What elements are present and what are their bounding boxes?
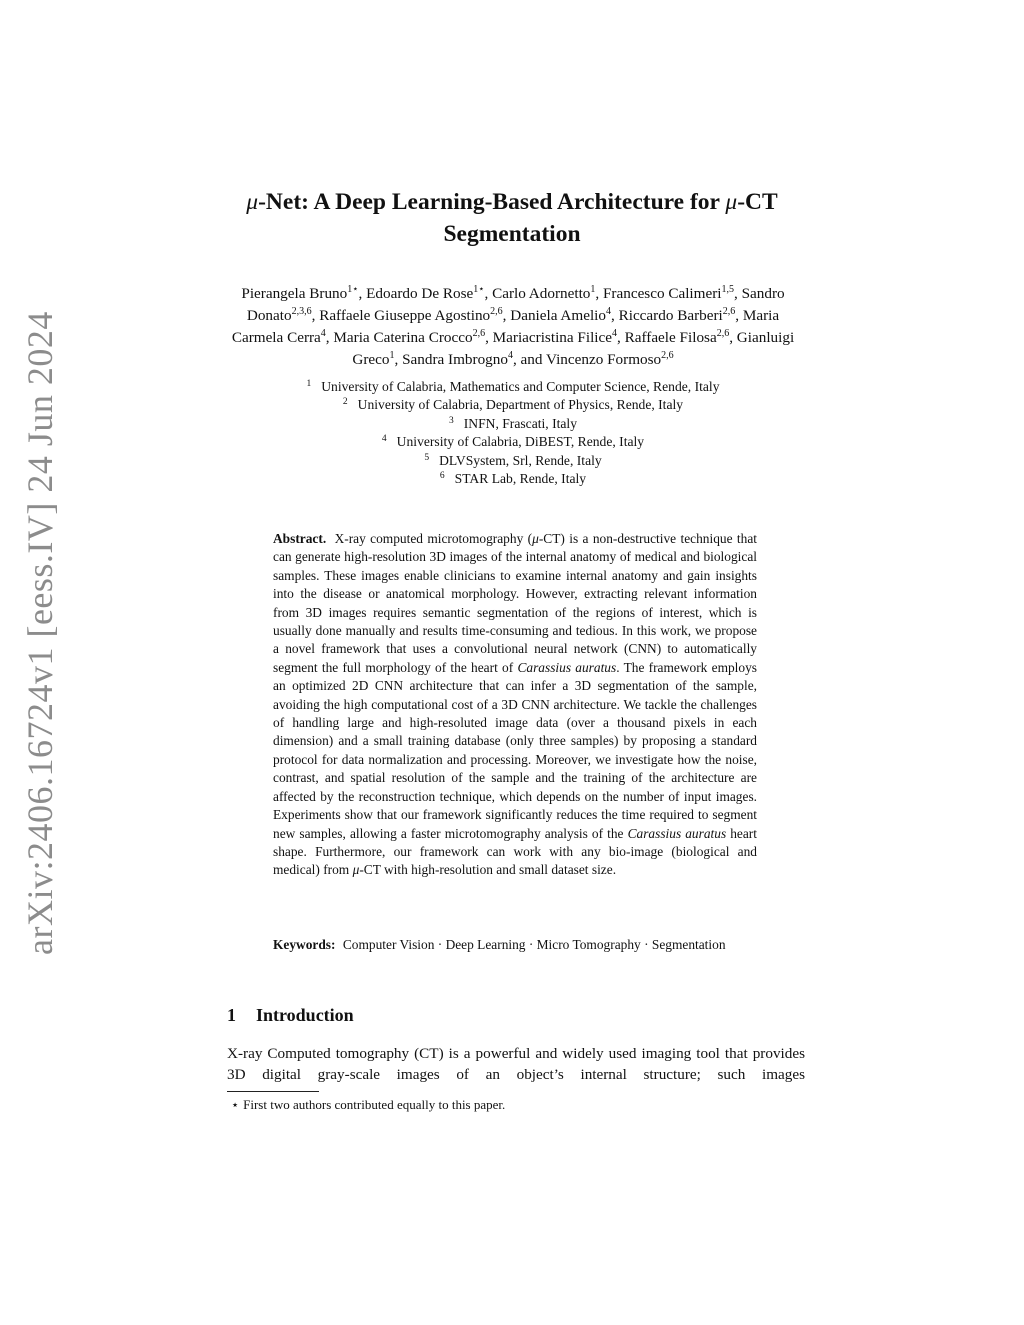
author-affiliation-mark: 2,6: [490, 306, 503, 317]
abstract-text: X-ray computed microtomography (: [334, 531, 533, 546]
affiliation-number: 2: [342, 397, 348, 408]
author-name: Sandra Imbrogno: [402, 351, 508, 368]
author-affiliation-mark: 4: [612, 328, 618, 339]
abstract-species-name: Carassius auratus: [627, 825, 727, 841]
author-name: Riccardo Barberi: [618, 307, 723, 324]
footnote-mark: ⋆: [231, 1097, 240, 1112]
abstract-text: -CT) is a non-destructive technique that can generate high-resolution 3D images of the internal anatomy of medical and biological samples. These images enable clinicians to examine internal anatomy and gain insights into the disease or anatomical morphology. However, extracting relevant information from 3D images requires semantic segmentation of the regions of interest, which is usually done manually and results time-consuming and tedious. In this work, we propose a novel framework that uses a convolutional neural network (CNN) to automatically segment the full morphology of the heart of: [273, 531, 757, 675]
title-text-part1: -Net: A Deep Learning-Based Architecture for: [258, 189, 726, 215]
author-affiliation-mark: 4: [606, 306, 611, 317]
keywords: [273, 936, 757, 954]
affiliation-item: [222, 470, 804, 488]
affiliation-item: [222, 433, 804, 451]
section-heading: [227, 1003, 354, 1027]
author-name: Carlo Adornetto: [492, 285, 591, 302]
footnote: [231, 1096, 505, 1114]
section-number: 1: [227, 1005, 236, 1025]
affiliation-number: 4: [381, 434, 387, 445]
section-title: Introduction: [256, 1005, 354, 1025]
author-affiliation-mark: 2,6: [716, 328, 730, 339]
footnote-rule: [227, 1091, 319, 1092]
author-name: Sandro Donato: [246, 285, 785, 324]
affiliation-number: 3: [448, 415, 454, 426]
affiliation-item: [222, 415, 804, 433]
affiliation-number: 5: [424, 452, 430, 463]
title-mu-symbol: μ: [246, 189, 259, 215]
author-affiliation-mark: 2,6: [661, 350, 674, 361]
author-name: Mariacristina Filice: [492, 329, 613, 346]
affiliation-item: [222, 452, 804, 470]
abstract-text: heart shape. Furthermore, our framework can work with any bio-image (biological and medical) from: [273, 825, 757, 878]
author-affiliation-mark: 2,3,6: [291, 306, 312, 317]
arxiv-identifier-stamp: arXiv:2406.16724v1 [eess.IV] 24 Jun 2024: [20, 311, 60, 955]
author-name: Pierangela Bruno: [241, 285, 348, 302]
author-name: Edoardo De Rose: [366, 285, 474, 302]
author-affiliation-mark: 4: [507, 350, 513, 361]
abstract-text: -CT with high-resolution and small dataset size.: [359, 862, 617, 878]
affiliation-number: 6: [439, 471, 445, 482]
footnote-text: First two authors contributed equally to this paper.: [243, 1097, 506, 1112]
author-list: Pierangela Bruno$^{1⋆}$, Edoardo De Rose$^{1⋆}$, Carlo Adornetto$^1$, Francesco Calimeri$^{1,5}$, Sandro Donato$^{2,3,6}$, Raffaele Giuseppe Agostino$^{2,6}$, Daniela Amelio$^4$, Riccardo Barberi$^{2,6}$, Maria Carmela Cerra$^4$, Maria Caterina Crocco$^{2,6}$, Mariacristina Filice$^4$, Raffaele Filosa$^{2,6}$, Gianluigi Greco$^1$, Sandra Imbrogno$^4$, and Vincenzo Formoso$^{2,6}$: [231, 284, 795, 368]
abstract-mu-symbol: μ: [352, 862, 360, 878]
authors-and-conjunction: and: [520, 351, 543, 368]
affiliation-list: [222, 378, 804, 488]
paper-title: [200, 186, 824, 250]
author-name: Daniela Amelio: [510, 307, 606, 324]
author-affiliation-mark: 1,5: [721, 284, 734, 295]
author-name: Raffaele Giuseppe Agostino: [319, 307, 491, 324]
keywords-text: Computer Vision · Deep Learning · Micro Tomography · Segmentation: [342, 937, 726, 952]
author-affiliation-mark: 1: [590, 284, 596, 295]
affiliation-text: DLVSystem, Srl, Rende, Italy: [439, 452, 602, 468]
affiliation-text: INFN, Frascati, Italy: [463, 415, 577, 431]
author-name: Raffaele Filosa: [624, 329, 717, 346]
author-name: Vincenzo Formoso: [546, 351, 662, 368]
title-mu-symbol-2: μ: [725, 189, 738, 215]
affiliation-number: 1: [306, 379, 312, 389]
author-affiliation-mark: 2,6: [722, 306, 736, 317]
title-text-part2: -CT Segmentation: [443, 189, 778, 247]
keywords-label: Keywords:: [273, 937, 336, 952]
affiliation-text: University of Calabria, DiBEST, Rende, Italy: [396, 434, 645, 450]
abstract-mu-symbol: μ: [532, 531, 539, 546]
affiliation-text: University of Calabria, Mathematics and Computer Science, Rende, Italy: [321, 379, 720, 394]
abstract: [273, 530, 757, 880]
author-affiliation-mark: 4: [320, 328, 326, 339]
abstract-text: . The framework employs an optimized 2D CNN architecture that can infer a 3D segmentation of the sample, avoiding the high computational cost of a 3D CNN architecture. We tackle the challenges of handling large and high-resoluted image data (over a thousand pixels in each dimension) and a small training database (only three samples) by proposing a standard protocol for data normalization and processing. Moreover, we investigate how the noise, contrast, and spatial resolution of the sample and the training of the architecture are affected by the reconstruction technique, which depends on the number of input images. Experiments show that our framework significantly reduces the time required to segment new samples, allowing a faster microtomography analysis of the: [273, 659, 757, 841]
abstract-species-name: Carassius auratus: [517, 659, 617, 675]
author-name: Maria Carmela Cerra: [231, 307, 780, 346]
author-affiliation-mark: 1⋆: [473, 284, 485, 295]
affiliation-item: [222, 396, 804, 414]
affiliation-item: [222, 378, 804, 396]
author-affiliation-mark: 1: [389, 350, 395, 361]
affiliation-text: STAR Lab, Rende, Italy: [454, 471, 587, 487]
author-affiliation-mark: 1⋆: [347, 284, 359, 295]
author-name: Francesco Calimeri: [602, 285, 722, 302]
author-name: Gianluigi Greco: [352, 329, 795, 368]
affiliation-text: University of Calabria, Department of Physics, Rende, Italy: [357, 397, 684, 413]
abstract-label: Abstract.: [273, 531, 327, 546]
introduction-paragraph: X-ray Computed tomography (CT) is a powerful and widely used imaging tool that provides 3D digital gray-scale images of an object’s internal structure; such images: [227, 1045, 805, 1083]
author-affiliation-mark: 2,6: [472, 328, 486, 339]
author-name: Maria Caterina Crocco: [333, 329, 473, 346]
